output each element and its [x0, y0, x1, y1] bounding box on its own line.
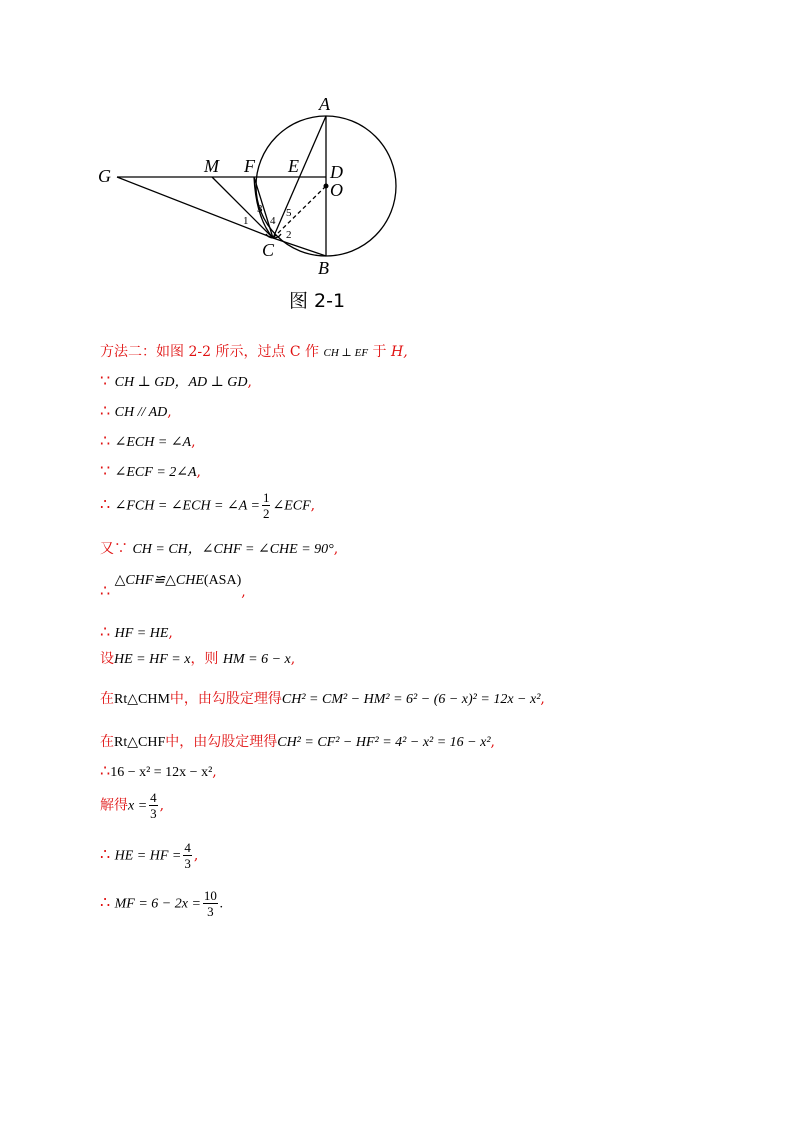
line-13-math: 16 − x² = 12x − x²: [110, 765, 213, 780]
line-8-end: ,: [241, 584, 246, 600]
line-16-math: MF = 6 − 2x =: [114, 896, 201, 912]
fraction-numerator: 4: [150, 790, 157, 805]
line-1-mid: 于: [372, 344, 387, 360]
solution-line-13: [100, 762, 217, 782]
fraction-denominator: 2: [262, 506, 270, 521]
label-angle-1: 1: [243, 215, 249, 227]
fraction-one-half: [262, 490, 271, 521]
therefore-symbol: ∴: [100, 844, 111, 864]
line-14-math: x =: [128, 798, 148, 814]
label-f: F: [244, 156, 255, 176]
line-1-h: H,: [391, 344, 408, 360]
line-10-end: ,: [290, 651, 296, 667]
line-11-end: ,: [540, 691, 545, 707]
line-11-mid: 中，由勾股定理得: [169, 691, 282, 707]
because-symbol: ∵: [100, 461, 111, 480]
fraction-denominator: 3: [184, 856, 191, 871]
line-2-math: CH ⊥ GD，AD ⊥ GD: [114, 375, 248, 390]
line-9-math: HF = HE: [114, 626, 169, 641]
line-5-end: ,: [196, 464, 201, 480]
line-6-math-a: ∠FCH = ∠ECH = ∠A =: [114, 498, 260, 514]
line-12-triangle: Rt△CHF: [114, 735, 166, 750]
therefore-symbol: ∴: [100, 622, 111, 641]
figure-caption: 图 2-1: [289, 290, 346, 312]
line-15-math: HE = HF =: [114, 848, 182, 864]
line-11-triangle: Rt△CHM: [114, 692, 170, 707]
solution-line-4: [100, 432, 196, 452]
line-6-math-b: ∠ECF: [272, 498, 311, 514]
fraction-four-thirds: [149, 790, 158, 821]
geometry-figure: [90, 88, 420, 328]
solution-line-15: [100, 840, 198, 871]
line-14-end: ,: [159, 797, 165, 814]
label-angle-3: 3: [257, 203, 263, 215]
fraction-numerator: 10: [203, 888, 217, 903]
therefore-symbol: ∴: [100, 401, 111, 420]
label-g: G: [98, 166, 111, 186]
label-angle-5: 5: [286, 207, 292, 219]
label-c: C: [262, 240, 275, 260]
line-7-end: ,: [333, 541, 339, 557]
segment-co-dashed: [273, 186, 326, 238]
solution-line-5: [100, 462, 201, 482]
line-15-end: ,: [193, 847, 199, 864]
solution-line-7: [100, 540, 338, 559]
line-12-end: ,: [490, 734, 495, 750]
solution-line-16: [100, 888, 223, 919]
solution-line-12: [100, 733, 495, 752]
line-7-math: CH = CH，∠CHF = ∠CHE = 90°: [132, 542, 334, 557]
line-10-math: HE = HF = x: [114, 652, 191, 667]
line-10-math-2: HM = 6 − x: [222, 652, 291, 667]
line-9-end: ,: [168, 625, 173, 641]
line-16-end: .: [219, 896, 224, 912]
line-12-mid: 中，由勾股定理得: [165, 734, 278, 750]
solution-line-9: [100, 623, 173, 643]
fraction-ten-thirds: [203, 888, 218, 919]
label-angle-2: 2: [286, 229, 292, 241]
line-4-math: ∠ECH = ∠A: [114, 435, 192, 450]
center-point-o: [324, 184, 329, 189]
label-b: B: [318, 258, 329, 278]
line-7-intro: 又∵: [100, 541, 128, 557]
label-angle-4: 4: [270, 215, 276, 227]
line-2-end: ,: [247, 374, 252, 390]
line-3-math: CH // AD: [114, 405, 168, 420]
label-a: A: [319, 94, 330, 114]
fraction-numerator: 4: [184, 840, 191, 855]
solution-line-14: [100, 790, 164, 821]
therefore-symbol: ∴: [100, 761, 111, 780]
label-o: O: [330, 180, 343, 200]
therefore-symbol: ∴: [100, 431, 111, 450]
solution-line-11: [100, 690, 545, 709]
segment-gc: [117, 177, 273, 238]
solution-line-2: [100, 372, 252, 392]
fraction-denominator: 3: [207, 904, 214, 919]
segment-cb: [273, 238, 326, 256]
line-11-math: CH² = CM² − HM² = 6² − (6 − x)² = 12x − x²: [281, 692, 541, 707]
label-e: E: [288, 156, 299, 176]
line-12-math: CH² = CF² − HF² = 4² − x² = 16 − x²: [277, 735, 491, 750]
therefore-symbol: ∴: [100, 892, 111, 912]
line-14-intro: 解得: [100, 797, 128, 814]
solution-line-1: [100, 343, 408, 362]
line-10-intro: 设: [100, 651, 114, 667]
label-m: M: [204, 156, 219, 176]
solution-line-10: [100, 650, 295, 669]
fraction-denominator: 3: [150, 806, 157, 821]
line-11-intro: 在: [100, 691, 114, 707]
solution-line-6: [100, 490, 315, 521]
line-6-end: ,: [310, 497, 316, 514]
line-13-end: ,: [212, 764, 217, 780]
line-8-asa: (ASA): [203, 573, 242, 588]
line-3-end: ,: [167, 404, 172, 420]
line-5-math: ∠ECF = 2∠A: [114, 465, 197, 480]
therefore-symbol: ∴: [100, 581, 111, 600]
solution-line-3: [100, 402, 172, 422]
fraction-four-thirds: [183, 840, 192, 871]
label-d: D: [330, 162, 343, 182]
solution-line-8: [100, 570, 246, 600]
because-symbol: ∵: [100, 371, 111, 390]
line-1-intro: 方法二：如图 2-2 所示，过点 C 作: [100, 344, 320, 360]
line-12-intro: 在: [100, 734, 114, 750]
therefore-symbol: ∴: [100, 494, 111, 514]
line-4-end: ,: [191, 434, 196, 450]
line-8-math: △CHF≌△CHE: [114, 573, 204, 588]
line-1-math: CH ⊥ EF: [323, 347, 369, 359]
line-10-mid: ，则: [190, 651, 219, 667]
fraction-numerator: 1: [262, 490, 270, 505]
